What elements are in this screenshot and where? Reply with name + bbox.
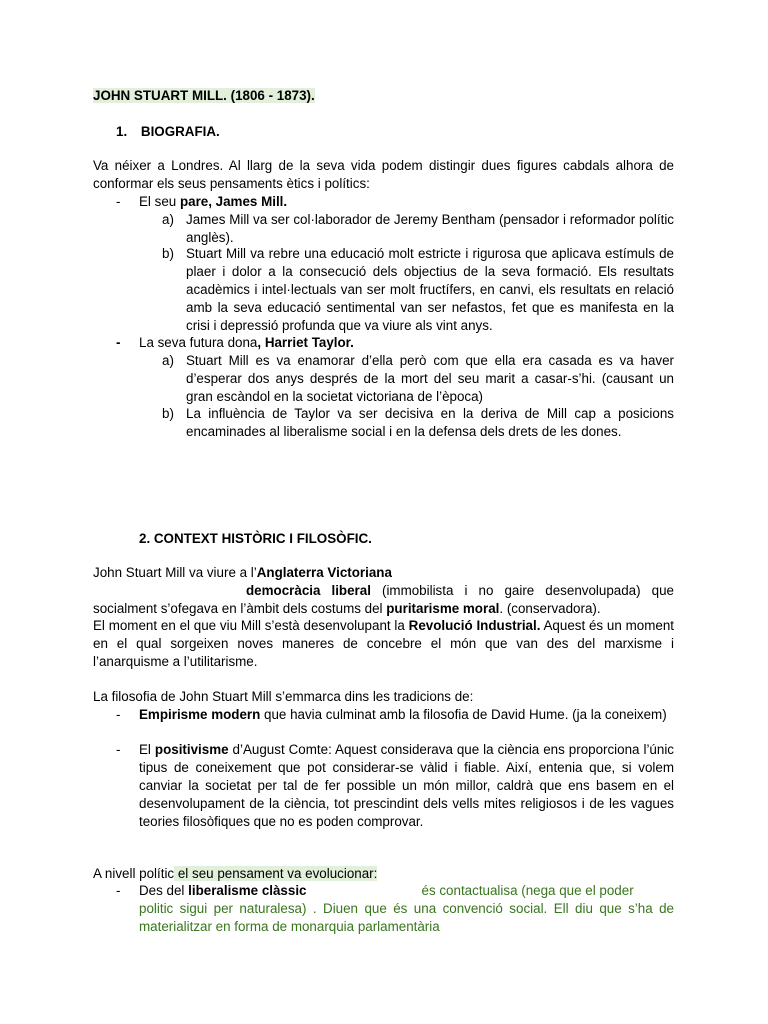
title-text: JOHN STUART MILL. (1806 - 1873).	[93, 88, 315, 103]
wife-item-a	[162, 352, 674, 406]
positivism-prefix: El	[139, 742, 155, 757]
industrial-revolution: Revolució Industrial.	[408, 618, 541, 633]
liberal-democracy: democràcia liberal	[246, 583, 371, 598]
father-item-a	[162, 211, 674, 247]
alpha-marker: a)	[162, 353, 174, 368]
positivism-bold: positivisme	[154, 742, 229, 757]
wife-item-b	[162, 405, 674, 441]
liberalism-prefix: Des del	[139, 883, 189, 898]
alpha-marker: b)	[162, 246, 174, 261]
father-bullet	[116, 193, 674, 211]
victorian-england: Anglaterra Victoriana	[256, 565, 392, 580]
father-item-a-text: James Mill va ser col·laborador de Jeremy Bentham (pensador i reformador polític anglès).	[186, 212, 674, 245]
liberalism-green1: és contactualisa (nega que el poder	[421, 883, 634, 898]
industrial-paragraph	[93, 617, 674, 671]
political-intro	[93, 865, 674, 883]
father-item-b	[162, 245, 674, 335]
positivism-bullet	[116, 741, 674, 831]
empirism-bullet	[116, 706, 674, 724]
dash-marker: -	[116, 335, 121, 350]
father-item-b-text: Stuart Mill va rebre una educació molt estricte i rigurosa que aplicava estímuls de plaer i dolor a la consecució dels objectius de la seva formació. Els resultats acadèmics i intel·lectuals van ser molt fructífers, en canvi, els resultats en relació amb la seva educació sentimental van ser nefastos, fet que es manifesta en la crisi i depressió profunda que va viure als vint anys.	[186, 246, 674, 333]
dash-marker: -	[116, 194, 121, 209]
section1-heading	[116, 123, 220, 141]
section1-number: 1.	[116, 124, 128, 139]
empirism-text: que havia culminat amb la filosofia de David Hume. (ja la coneixem)	[260, 707, 667, 722]
dash-marker: -	[116, 883, 121, 898]
classic-liberalism: liberalisme clàssic	[188, 883, 307, 898]
document-title	[93, 87, 315, 105]
wife-bold: , Harriet Taylor.	[257, 335, 354, 350]
empirism-bold: Empirisme modern	[139, 707, 261, 722]
traditions-intro: La filosofia de John Stuart Mill s’emmarca dins les tradicions de:	[93, 689, 474, 704]
section2-heading	[139, 530, 372, 548]
alpha-marker: b)	[162, 406, 174, 421]
wife-prefix: La seva futura dona	[139, 335, 258, 350]
context-line1	[93, 564, 674, 582]
father-prefix: El seu	[139, 194, 180, 209]
liberalism-continued: politic sigui per naturalesa) . Diuen que és una convenció social. Ell diu que s’ha de materialitzar en forma de monarquia parlamentària	[139, 901, 674, 934]
liberalism-bullet	[116, 882, 674, 900]
wife-bullet	[116, 334, 674, 352]
alpha-marker: a)	[162, 212, 174, 227]
context-text1: John Stuart Mill va viure a l’	[93, 565, 257, 580]
context-text2: (immobilista i no gaire desenvolupada) que socialment s’ofegava en l’àmbit dels costums del	[93, 583, 674, 616]
political-highlight: el seu pensament va evolucionar:	[174, 866, 378, 881]
dash-marker: -	[116, 707, 121, 722]
industrial-text2: Aquest és un moment en el qual sorgeixen noves maneres de concebre el món que van des del marxisme i l’anarquisme a l’utilitarisme.	[93, 618, 674, 669]
section1-title: BIOGRAFIA.	[140, 124, 220, 139]
father-bold: pare, James Mill.	[179, 194, 288, 209]
wife-item-b-text: La influència de Taylor va ser decisiva en la deriva de Mill cap a posicions encaminades al liberalisme social i en la defensa dels drets de les dones.	[186, 406, 674, 439]
context-rest	[93, 582, 674, 618]
section2-title: 2. CONTEXT HISTÒRIC I FILOSÒFIC.	[139, 531, 372, 546]
positivism-text: d’August Comte: Aquest considerava que la ciència ens proporciona l’únic tipus de coneixement que pot considerar-se vàlid i fiable. Així, entenia que, si volem canviar la societat per tal de fer possible un món millor, caldrà que ens basem en el desenvolupament de la ciència, tot prescindint dels vells mites religiosos i de les vagues teories filosòfiques que no es poden comprovar.	[139, 742, 674, 829]
moral-puritanism: puritarisme moral	[386, 601, 500, 616]
context-text3: . (conservadora).	[499, 601, 601, 616]
dash-marker: -	[116, 742, 121, 757]
biography-intro: Va néixer a Londres. Al llarg de la seva vida podem distingir dues figures cabdals alhora de conformar els seus pensaments ètics i polítics:	[93, 158, 674, 191]
wife-item-a-text: Stuart Mill es va enamorar d’ella però com que ella era casada es va haver d’esperar dos anys després de la mort del seu marit a casar-s’hi. (causant un gran escàndol en la societat victoriana de l’època)	[186, 353, 674, 404]
political-text: A nivell polític	[93, 866, 175, 881]
industrial-text1: El moment en el que viu Mill s’està desenvolupant la	[93, 618, 409, 633]
